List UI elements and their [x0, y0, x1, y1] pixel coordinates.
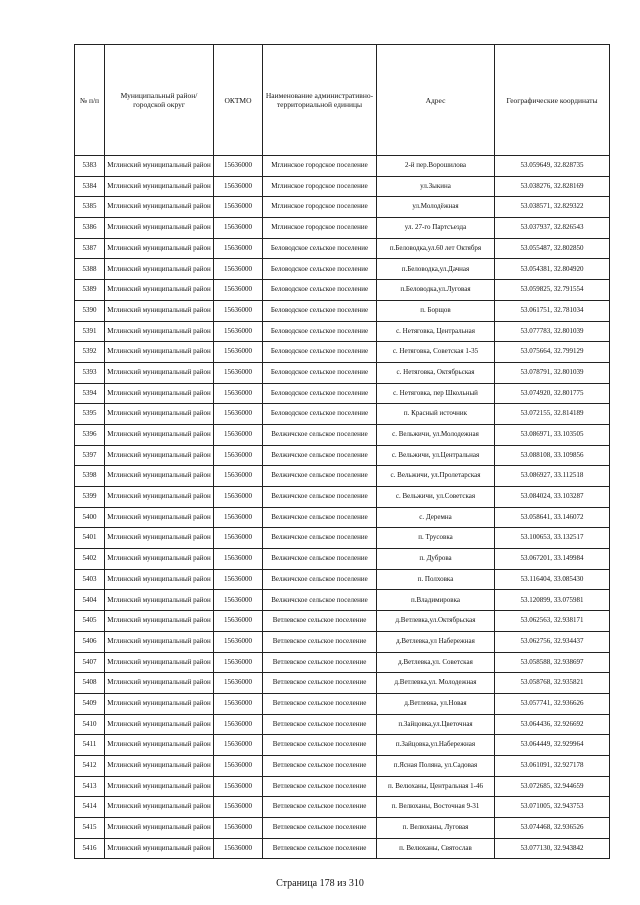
- header-unit: Наименование административно-территориальной единицы: [263, 45, 377, 156]
- row-address: п. Трусовка: [377, 528, 495, 549]
- row-coords: 53.067201, 33.149984: [495, 549, 610, 570]
- table-row: [75, 280, 610, 301]
- row-district: Мглинский муниципальный район: [105, 176, 214, 197]
- row-oktmo: 15636000: [214, 280, 263, 301]
- row-unit: Беловодское сельское поселение: [263, 321, 377, 342]
- table-row: [75, 569, 610, 590]
- row-oktmo: 15636000: [214, 507, 263, 528]
- row-district: Мглинский муниципальный район: [105, 673, 214, 694]
- row-coords: 53.062563, 32.938171: [495, 611, 610, 632]
- row-address: 2-й пер.Ворошилова: [377, 156, 495, 177]
- table-row: [75, 342, 610, 363]
- row-number: 5412: [75, 755, 105, 776]
- row-coords: 53.116404, 33.085430: [495, 569, 610, 590]
- row-oktmo: 15636000: [214, 838, 263, 859]
- row-oktmo: 15636000: [214, 238, 263, 259]
- table-row: [75, 197, 610, 218]
- table-row: [75, 383, 610, 404]
- row-coords: 53.057741, 32.936626: [495, 693, 610, 714]
- row-oktmo: 15636000: [214, 383, 263, 404]
- row-number: 5408: [75, 673, 105, 694]
- row-district: Мглинский муниципальный район: [105, 693, 214, 714]
- row-coords: 53.084024, 33.103287: [495, 487, 610, 508]
- row-unit: Велжичское сельское поселение: [263, 569, 377, 590]
- row-coords: 53.058588, 32.938697: [495, 652, 610, 673]
- row-number: 5404: [75, 590, 105, 611]
- table-row: [75, 838, 610, 859]
- table-row: [75, 507, 610, 528]
- row-unit: Велжичское сельское поселение: [263, 528, 377, 549]
- row-unit: Беловодское сельское поселение: [263, 362, 377, 383]
- row-coords: 53.075664, 32.799129: [495, 342, 610, 363]
- row-coords: 53.074920, 32.801775: [495, 383, 610, 404]
- row-address: с. Нетяговка, Октябрьская: [377, 362, 495, 383]
- row-oktmo: 15636000: [214, 776, 263, 797]
- row-number: 5384: [75, 176, 105, 197]
- row-district: Мглинский муниципальный район: [105, 549, 214, 570]
- row-coords: 53.058768, 32.935821: [495, 673, 610, 694]
- row-coords: 53.061751, 32.781034: [495, 300, 610, 321]
- row-unit: Ветлевское сельское поселение: [263, 755, 377, 776]
- row-oktmo: 15636000: [214, 652, 263, 673]
- row-address: д.Ветлевка, ул.Новая: [377, 693, 495, 714]
- table-row: [75, 321, 610, 342]
- row-address: п. Дуброва: [377, 549, 495, 570]
- row-oktmo: 15636000: [214, 259, 263, 280]
- table-row: [75, 735, 610, 756]
- row-district: Мглинский муниципальный район: [105, 404, 214, 425]
- row-number: 5383: [75, 156, 105, 177]
- row-coords: 53.077130, 32.943842: [495, 838, 610, 859]
- table-row: [75, 156, 610, 177]
- table-row: [75, 487, 610, 508]
- row-oktmo: 15636000: [214, 755, 263, 776]
- row-oktmo: 15636000: [214, 176, 263, 197]
- row-unit: Ветлевское сельское поселение: [263, 818, 377, 839]
- row-number: 5401: [75, 528, 105, 549]
- row-unit: Велжичское сельское поселение: [263, 590, 377, 611]
- row-unit: Ветлевское сельское поселение: [263, 693, 377, 714]
- row-unit: Ветлевское сельское поселение: [263, 776, 377, 797]
- row-oktmo: 15636000: [214, 569, 263, 590]
- row-district: Мглинский муниципальный район: [105, 238, 214, 259]
- row-coords: 53.059825, 32.791554: [495, 280, 610, 301]
- row-oktmo: 15636000: [214, 590, 263, 611]
- row-unit: Велжичское сельское поселение: [263, 507, 377, 528]
- row-number: 5416: [75, 838, 105, 859]
- row-coords: 53.086971, 33.103505: [495, 424, 610, 445]
- row-number: 5394: [75, 383, 105, 404]
- row-district: Мглинский муниципальный район: [105, 342, 214, 363]
- row-oktmo: 15636000: [214, 197, 263, 218]
- row-address: п.Ясная Поляна, ул.Садовая: [377, 755, 495, 776]
- row-district: Мглинский муниципальный район: [105, 631, 214, 652]
- table-row: [75, 590, 610, 611]
- table-row: [75, 528, 610, 549]
- row-oktmo: 15636000: [214, 528, 263, 549]
- row-address: п. Велюханы, Центральная 1-46: [377, 776, 495, 797]
- row-address: с. Нетяговка, пер Школьный: [377, 383, 495, 404]
- row-address: с. Деремна: [377, 507, 495, 528]
- row-number: 5414: [75, 797, 105, 818]
- row-address: п. Полховка: [377, 569, 495, 590]
- row-number: 5389: [75, 280, 105, 301]
- row-oktmo: 15636000: [214, 300, 263, 321]
- row-address: п. Велюханы, Луговая: [377, 818, 495, 839]
- row-unit: Велжичское сельское поселение: [263, 487, 377, 508]
- table-row: [75, 362, 610, 383]
- row-address: п.Беловодка,ул.Дачная: [377, 259, 495, 280]
- row-number: 5391: [75, 321, 105, 342]
- row-address: ул. 27-го Партсъезда: [377, 218, 495, 239]
- table-row: [75, 445, 610, 466]
- row-district: Мглинский муниципальный район: [105, 466, 214, 487]
- row-coords: 53.064449, 32.929964: [495, 735, 610, 756]
- row-coords: 53.072155, 32.814189: [495, 404, 610, 425]
- table-row: [75, 611, 610, 632]
- row-address: п. Борщов: [377, 300, 495, 321]
- row-coords: 53.054381, 32.804920: [495, 259, 610, 280]
- row-number: 5385: [75, 197, 105, 218]
- table-body: [75, 156, 610, 859]
- row-number: 5410: [75, 714, 105, 735]
- row-oktmo: 15636000: [214, 714, 263, 735]
- row-address: д.Ветлевка,ул. Молодежная: [377, 673, 495, 694]
- row-district: Мглинский муниципальный район: [105, 735, 214, 756]
- row-district: Мглинский муниципальный район: [105, 197, 214, 218]
- row-unit: Ветлевское сельское поселение: [263, 735, 377, 756]
- row-coords: 53.088108, 33.109856: [495, 445, 610, 466]
- row-address: с. Вельжичи, ул.Пролетарская: [377, 466, 495, 487]
- row-number: 5392: [75, 342, 105, 363]
- row-coords: 53.038276, 32.828169: [495, 176, 610, 197]
- row-unit: Беловодское сельское поселение: [263, 259, 377, 280]
- row-district: Мглинский муниципальный район: [105, 714, 214, 735]
- row-oktmo: 15636000: [214, 321, 263, 342]
- table-header-row: [75, 45, 610, 156]
- row-district: Мглинский муниципальный район: [105, 280, 214, 301]
- table-row: [75, 238, 610, 259]
- table-row: [75, 652, 610, 673]
- row-unit: Ветлевское сельское поселение: [263, 714, 377, 735]
- row-coords: 53.059649, 32.828735: [495, 156, 610, 177]
- header-district: Муниципальный район/городской округ: [105, 45, 214, 156]
- row-address: д.Ветлевка,ул. Советская: [377, 652, 495, 673]
- row-number: 5400: [75, 507, 105, 528]
- row-district: Мглинский муниципальный район: [105, 362, 214, 383]
- row-oktmo: 15636000: [214, 631, 263, 652]
- row-number: 5395: [75, 404, 105, 425]
- row-number: 5413: [75, 776, 105, 797]
- row-district: Мглинский муниципальный район: [105, 383, 214, 404]
- table-row: [75, 631, 610, 652]
- row-number: 5388: [75, 259, 105, 280]
- row-unit: Велжичское сельское поселение: [263, 445, 377, 466]
- row-district: Мглинский муниципальный район: [105, 424, 214, 445]
- row-address: п.Зайцовка,ул.Цветочная: [377, 714, 495, 735]
- row-unit: Ветлевское сельское поселение: [263, 652, 377, 673]
- row-number: 5393: [75, 362, 105, 383]
- row-number: 5399: [75, 487, 105, 508]
- row-oktmo: 15636000: [214, 404, 263, 425]
- table-row: [75, 818, 610, 839]
- page-footer: Страница 178 из 310: [276, 878, 364, 889]
- row-unit: Беловодское сельское поселение: [263, 300, 377, 321]
- row-oktmo: 15636000: [214, 693, 263, 714]
- row-district: Мглинский муниципальный район: [105, 797, 214, 818]
- row-unit: Ветлевское сельское поселение: [263, 631, 377, 652]
- row-unit: Беловодское сельское поселение: [263, 280, 377, 301]
- row-district: Мглинский муниципальный район: [105, 321, 214, 342]
- row-district: Мглинский муниципальный район: [105, 838, 214, 859]
- row-coords: 53.078791, 32.801039: [495, 362, 610, 383]
- row-district: Мглинский муниципальный район: [105, 818, 214, 839]
- row-oktmo: 15636000: [214, 466, 263, 487]
- table-row: [75, 404, 610, 425]
- row-oktmo: 15636000: [214, 818, 263, 839]
- row-address: п.Беловодка,ул.Луговая: [377, 280, 495, 301]
- row-coords: 53.072685, 32.944659: [495, 776, 610, 797]
- registry-table: [74, 44, 610, 859]
- row-coords: 53.037937, 32.826543: [495, 218, 610, 239]
- row-unit: Ветлевское сельское поселение: [263, 611, 377, 632]
- row-address: п.Владимировка: [377, 590, 495, 611]
- row-number: 5415: [75, 818, 105, 839]
- row-unit: Мглинское городское поселение: [263, 156, 377, 177]
- row-district: Мглинский муниципальный район: [105, 487, 214, 508]
- row-oktmo: 15636000: [214, 362, 263, 383]
- row-district: Мглинский муниципальный район: [105, 590, 214, 611]
- row-coords: 53.100653, 33.132517: [495, 528, 610, 549]
- row-number: 5406: [75, 631, 105, 652]
- row-district: Мглинский муниципальный район: [105, 611, 214, 632]
- row-number: 5396: [75, 424, 105, 445]
- row-address: д.Ветлевка,ул.Октябрьская: [377, 611, 495, 632]
- row-address: с. Нетяговка, Центральная: [377, 321, 495, 342]
- row-coords: 53.064436, 32.926692: [495, 714, 610, 735]
- row-unit: Беловодское сельское поселение: [263, 383, 377, 404]
- row-address: п. Велюханы, Восточная 9-31: [377, 797, 495, 818]
- table-row: [75, 424, 610, 445]
- row-oktmo: 15636000: [214, 797, 263, 818]
- row-number: 5407: [75, 652, 105, 673]
- row-number: 5397: [75, 445, 105, 466]
- row-oktmo: 15636000: [214, 549, 263, 570]
- row-unit: Беловодское сельское поселение: [263, 238, 377, 259]
- row-unit: Мглинское городское поселение: [263, 197, 377, 218]
- row-number: 5390: [75, 300, 105, 321]
- row-address: п. Красный источник: [377, 404, 495, 425]
- row-district: Мглинский муниципальный район: [105, 507, 214, 528]
- row-number: 5398: [75, 466, 105, 487]
- row-unit: Ветлевское сельское поселение: [263, 673, 377, 694]
- row-address: п.Зайцовка,ул.Набережная: [377, 735, 495, 756]
- row-coords: 53.058641, 33.146072: [495, 507, 610, 528]
- row-coords: 53.086927, 33.112518: [495, 466, 610, 487]
- row-district: Мглинский муниципальный район: [105, 445, 214, 466]
- row-address: с. Нетяговка, Советская 1-35: [377, 342, 495, 363]
- table-row: [75, 259, 610, 280]
- table-row: [75, 673, 610, 694]
- row-coords: 53.038571, 32.829322: [495, 197, 610, 218]
- row-address: ул.Молодёжная: [377, 197, 495, 218]
- row-district: Мглинский муниципальный район: [105, 156, 214, 177]
- table-row: [75, 755, 610, 776]
- row-coords: 53.071005, 32.943753: [495, 797, 610, 818]
- table-row: [75, 218, 610, 239]
- row-unit: Беловодское сельское поселение: [263, 342, 377, 363]
- row-unit: Велжичское сельское поселение: [263, 466, 377, 487]
- row-oktmo: 15636000: [214, 424, 263, 445]
- row-oktmo: 15636000: [214, 735, 263, 756]
- row-address: п. Велюханы, Святослав: [377, 838, 495, 859]
- row-unit: Мглинское городское поселение: [263, 176, 377, 197]
- row-address: п.Беловодка,ул.60 лет Октября: [377, 238, 495, 259]
- row-district: Мглинский муниципальный район: [105, 776, 214, 797]
- row-oktmo: 15636000: [214, 445, 263, 466]
- row-coords: 53.074468, 32.936526: [495, 818, 610, 839]
- row-number: 5403: [75, 569, 105, 590]
- row-oktmo: 15636000: [214, 342, 263, 363]
- row-district: Мглинский муниципальный район: [105, 300, 214, 321]
- table-row: [75, 549, 610, 570]
- row-unit: Мглинское городское поселение: [263, 218, 377, 239]
- row-coords: 53.061091, 32.927178: [495, 755, 610, 776]
- row-unit: Велжичское сельское поселение: [263, 549, 377, 570]
- row-address: ул.Зыкина: [377, 176, 495, 197]
- header-num: № п/п: [75, 45, 105, 156]
- row-district: Мглинский муниципальный район: [105, 569, 214, 590]
- row-number: 5411: [75, 735, 105, 756]
- row-unit: Велжичское сельское поселение: [263, 424, 377, 445]
- row-number: 5387: [75, 238, 105, 259]
- row-address: с. Вельжичи, ул.Центральная: [377, 445, 495, 466]
- row-address: с. Вельжичи, ул.Советская: [377, 487, 495, 508]
- table-row: [75, 300, 610, 321]
- row-address: с. Вельжичи, ул.Молодежная: [377, 424, 495, 445]
- table-row: [75, 797, 610, 818]
- row-district: Мглинский муниципальный район: [105, 218, 214, 239]
- row-district: Мглинский муниципальный район: [105, 528, 214, 549]
- row-unit: Ветлевское сельское поселение: [263, 838, 377, 859]
- row-address: д.Ветлевка,ул Набережная: [377, 631, 495, 652]
- header-oktmo: ОКТМО: [214, 45, 263, 156]
- table-row: [75, 693, 610, 714]
- table-row: [75, 176, 610, 197]
- table-row: [75, 466, 610, 487]
- row-unit: Ветлевское сельское поселение: [263, 797, 377, 818]
- table-row: [75, 714, 610, 735]
- row-coords: 53.055487, 32.802850: [495, 238, 610, 259]
- row-district: Мглинский муниципальный район: [105, 755, 214, 776]
- row-number: 5409: [75, 693, 105, 714]
- row-district: Мглинский муниципальный район: [105, 259, 214, 280]
- header-address: Адрес: [377, 45, 495, 156]
- table-row: [75, 776, 610, 797]
- row-number: 5402: [75, 549, 105, 570]
- row-number: 5405: [75, 611, 105, 632]
- row-oktmo: 15636000: [214, 218, 263, 239]
- row-coords: 53.120899, 33.075981: [495, 590, 610, 611]
- row-number: 5386: [75, 218, 105, 239]
- row-coords: 53.077783, 32.801039: [495, 321, 610, 342]
- row-unit: Беловодское сельское поселение: [263, 404, 377, 425]
- row-district: Мглинский муниципальный район: [105, 652, 214, 673]
- row-oktmo: 15636000: [214, 156, 263, 177]
- row-oktmo: 15636000: [214, 611, 263, 632]
- header-coords: Географические координаты: [495, 45, 610, 156]
- row-oktmo: 15636000: [214, 673, 263, 694]
- row-oktmo: 15636000: [214, 487, 263, 508]
- row-coords: 53.062756, 32.934437: [495, 631, 610, 652]
